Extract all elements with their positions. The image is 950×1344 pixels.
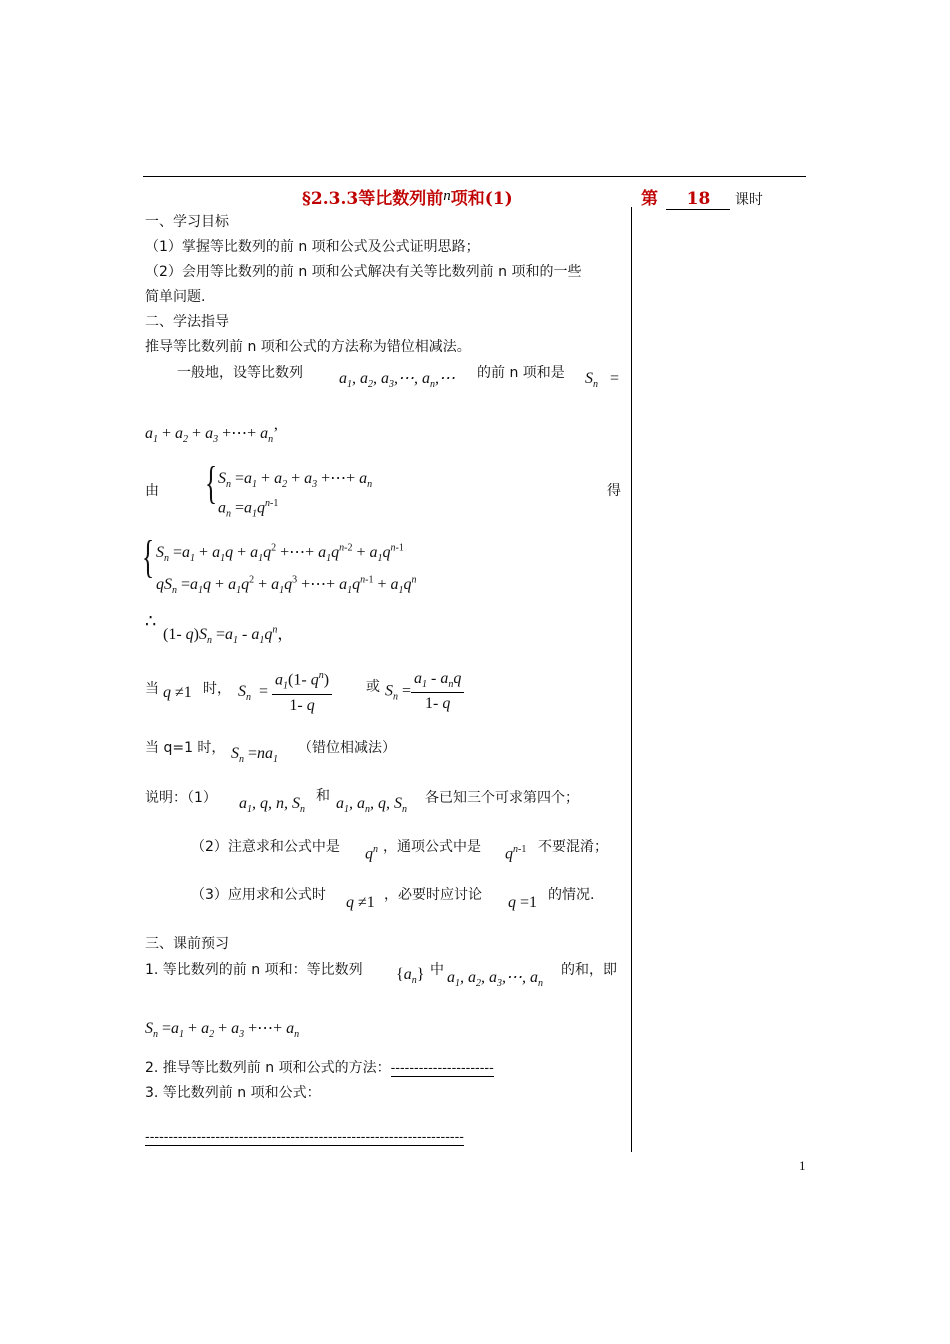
note-3-q-one: q =1 xyxy=(508,894,538,911)
system1-line2: $a_n =a_1q^{n-1}$ xyxy=(218,498,279,520)
note-2-qn1: $q^{n-1}$ xyxy=(505,844,527,863)
note-3-q-not-one: q ≠1 xyxy=(346,894,375,911)
brace-1: { xyxy=(205,457,218,508)
sum-formula-2: $S_n$ = $\frac{a_1 - a_nq}{1- q}$ xyxy=(385,670,464,713)
sum-expression: $a_1 + a_2 + a_3$ +⋯+ $a_n$’ xyxy=(145,425,279,446)
objective-2-cont: 简单问题. xyxy=(145,289,206,305)
note-1-label: 说明：（1） xyxy=(145,790,217,806)
note-3-b: ，必要时应讨论 xyxy=(384,887,482,903)
preview-item-1-c: 的和，即 xyxy=(561,962,617,978)
note-1-he: 和 xyxy=(316,788,330,804)
note-3-c: 的情况. xyxy=(548,887,595,903)
note-2-a: （2）注意求和公式中是 xyxy=(191,839,340,855)
general-line-b: 的前 n 项和是 xyxy=(477,365,565,381)
note-2-qn: $q^n$ xyxy=(365,844,378,863)
system2-line1: $S_n =a_1 + a_1q + a_1q^2$ +⋯+ $a_1q^{n-2} + a_1q^{n-1}$ xyxy=(156,542,404,565)
huo-label: 或 xyxy=(366,679,380,695)
column-divider xyxy=(631,207,632,1152)
therefore-sign: ∴ xyxy=(145,611,157,632)
blank-answer-3[interactable]: -------------------------------------------------------------------- xyxy=(145,1130,464,1145)
sn-equals: $S_n$ = xyxy=(585,370,620,391)
preview-sequence: $a_1$, $a_2$, $a_3,\cdots$, $a_n$ xyxy=(447,969,543,990)
brace-2: { xyxy=(142,531,155,582)
preview-item-3: 3. 等比数列前 n 项和公式： xyxy=(145,1085,321,1101)
q-not-one: q ≠1 xyxy=(163,684,192,701)
section-heading-2: 二、学法指导 xyxy=(145,314,229,330)
preview-item-1: 1. 等比数列的前 n 项和：等比数列 xyxy=(145,962,363,978)
page-number: 1 xyxy=(799,1158,806,1173)
preview-item-1-b: 中 xyxy=(430,962,444,978)
top-rule xyxy=(143,176,806,177)
note-1-vars-b: $a_1$, $a_n$, q, $S_n$ xyxy=(336,795,407,816)
shi-label: 时， xyxy=(203,681,231,697)
sequence-braces: $\{a_n\}$ xyxy=(396,966,425,987)
lesson-number: 第 18 课时 xyxy=(641,189,763,209)
q-equals-one-line: 当 q=1 时， xyxy=(145,740,226,756)
preview-item-2: 2. 推导等比数列前 n 项和公式的方法：---------------------- xyxy=(145,1060,494,1076)
general-line: 一般地，设等比数列 xyxy=(177,365,303,381)
note-2-c: 不要混淆； xyxy=(538,839,608,855)
note-3-a: （3）应用求和公式时 xyxy=(191,887,326,903)
section-heading-3: 三、课前预习 xyxy=(145,936,229,952)
objective-2: （2）会用等比数列的前 n 项和公式解决有关等比数列前 n 项和的一些 xyxy=(145,264,582,280)
note-1-tail: 各已知三个可求第四个； xyxy=(425,790,579,806)
system2-line2: $qS_n =a_1q + a_1q^2 + a_1q^3$ +⋯+ $a_1q^{n-1} + a_1q^n$ xyxy=(156,574,417,597)
blank-answer-2[interactable]: ---------------------- xyxy=(390,1061,494,1076)
preview-sum-formula: $S_n =a_1 + a_2 + a_3$ +⋯+ $a_n$ xyxy=(145,1020,300,1041)
note-2-b: ，通项公式中是 xyxy=(383,839,481,855)
sum-formula-1: $S_n$ = $\frac{a_1(1- q^n)}{1- q}$ xyxy=(238,670,332,715)
section-heading-1: 一、学习目标 xyxy=(145,214,229,230)
de-label: 得 xyxy=(607,483,621,499)
method-intro: 推导等比数列前 n 项和公式的方法称为错位相减法。 xyxy=(145,339,471,355)
difference-equation: (1- $q)S_n =a_1 - a_1q^n$， xyxy=(163,624,294,647)
sequence-formula: $a_1$, $a_2$, $a_3,\cdots$, $a_n,\cdots$ xyxy=(339,370,455,391)
objective-1: （1）掌握等比数列的前 n 项和公式及公式证明思路； xyxy=(145,239,480,255)
you-label: 由 xyxy=(145,483,159,499)
method-note: （错位相减法） xyxy=(298,740,396,756)
dang-label: 当 xyxy=(145,681,159,697)
system1-line1: $S_n =a_1 + a_2 + a_3$ +⋯+ $a_n$ xyxy=(218,470,373,491)
note-1-vars-a: $a_1$, q, n, $S_n$ xyxy=(239,795,305,816)
sum-formula-q1: $S_n =na_1$ xyxy=(231,745,279,766)
page-title: §2.3.3等比数列前n项和(1) xyxy=(302,188,513,209)
